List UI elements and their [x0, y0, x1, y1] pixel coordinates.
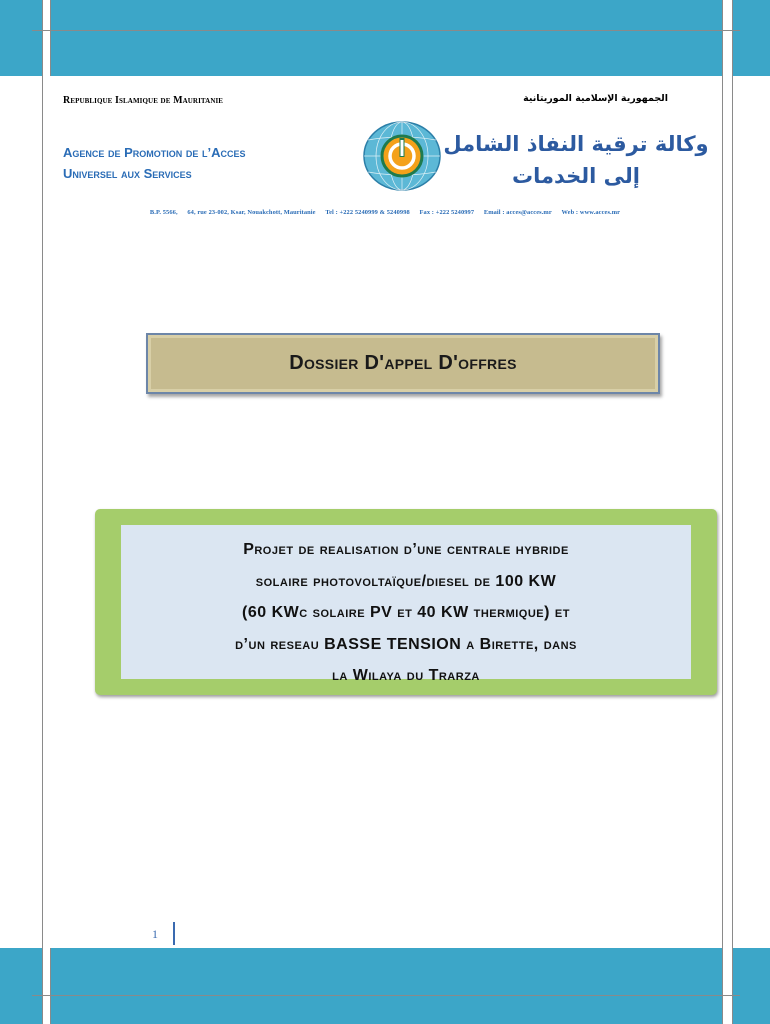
contact-email: Email : acces@acces.mr	[483, 209, 552, 216]
frame-line	[732, 0, 733, 1024]
bottom-color-band	[0, 948, 770, 1024]
frame-line	[722, 0, 723, 1024]
page-number-divider	[173, 922, 175, 945]
document-title: Dossier D'appel D'offres	[289, 352, 517, 374]
frame-line	[32, 30, 740, 31]
agency-name-ar	[440, 128, 712, 192]
project-description-panel	[121, 525, 691, 684]
agency-name-ar-line2: إلى الخدمات	[512, 164, 640, 188]
contact-line	[60, 209, 710, 216]
right-margin-strip	[722, 0, 732, 1024]
project-line-1: Projet de realisation d’une centrale hybride	[243, 541, 569, 558]
frame-line	[32, 995, 740, 996]
project-line-2: solaire photovoltaïque/diesel de 100 KW	[255, 572, 557, 590]
contact-fax: Fax : +222 5240997	[419, 209, 475, 216]
frame-line	[42, 0, 43, 1024]
agency-name-fr-line2: Universel aux Services	[63, 166, 192, 181]
contact-po-box: B.P. 5566,	[149, 209, 178, 216]
contact-tel: Tel : +222 5240999 & 5240998	[325, 209, 410, 216]
top-color-band	[0, 0, 770, 76]
page-number: 1	[152, 927, 158, 941]
contact-street: 64, rue 23-002, Ksar, Nouakchott, Mauritanie	[187, 209, 316, 216]
agency-name-fr	[63, 142, 246, 184]
project-line-5: la Wilaya du Trarza	[332, 667, 480, 684]
agency-name-ar-line1: وكالة ترقية النفاذ الشامل	[443, 132, 709, 156]
republic-name-fr: Republique Islamique de Mauritanie	[63, 95, 224, 106]
contact-web: Web : www.acces.mr	[561, 209, 621, 216]
project-description	[121, 534, 691, 692]
agency-name-fr-line1: Agence de Promotion de l’Acces	[63, 145, 246, 160]
left-margin-strip	[42, 0, 50, 1024]
project-description-box	[95, 509, 717, 695]
agency-globe-logo-icon	[362, 120, 442, 192]
project-line-4: d’un reseau BASSE TENSION a Birette, dans	[235, 635, 577, 653]
project-line-3: (60 KWc solaire PV et 40 KW thermique) et	[242, 604, 570, 621]
document-title-box	[146, 333, 660, 394]
republic-name-ar: الجمهورية الإسلامية الموريتانية	[523, 93, 668, 104]
